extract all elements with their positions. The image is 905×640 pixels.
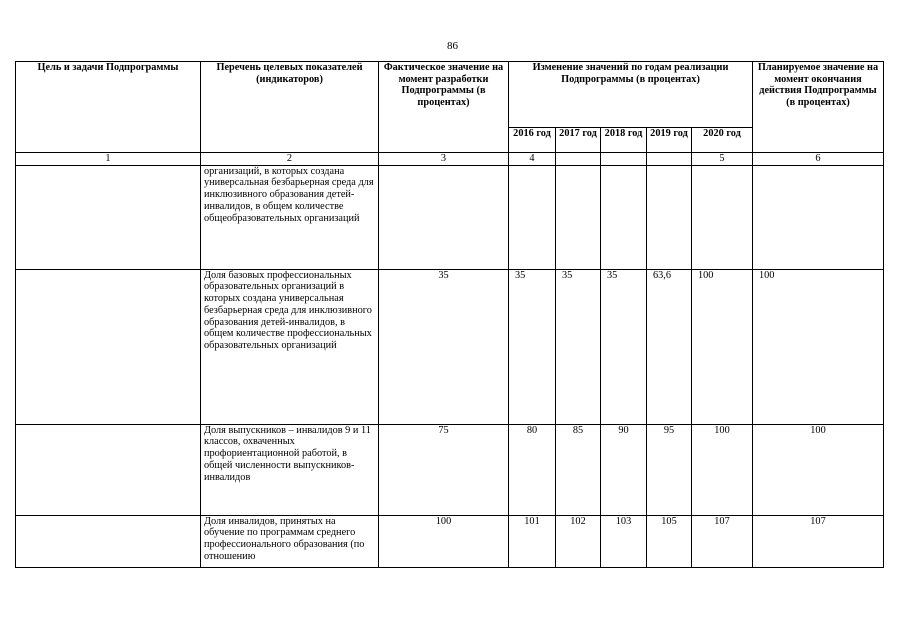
planned-cell: 107 — [753, 515, 884, 567]
actual-cell: 75 — [379, 424, 509, 515]
header-year-2016: 2016 год — [509, 128, 556, 153]
column-number: 4 — [509, 153, 556, 166]
year-2020-cell: 100 — [692, 424, 753, 515]
year-2020-cell — [692, 165, 753, 269]
goal-cell — [16, 424, 201, 515]
table-row — [16, 269, 884, 424]
indicator-cell: Доля выпускников – инвалидов 9 и 11 классов, охваченных профориентационной работой, в общей численности выпускников-инвалидов — [201, 424, 379, 515]
year-2019-cell: 63,6 — [647, 269, 692, 424]
header-actual: Фактическое значение на момент разработки Подпрограммы (в процентах) — [379, 62, 509, 153]
goal-cell — [16, 165, 201, 269]
header-change: Изменение значений по годам реализации Подпрограммы (в процентах) — [509, 62, 753, 128]
column-number-row — [16, 153, 884, 166]
column-number — [647, 153, 692, 166]
header-year-2020: 2020 год — [692, 128, 753, 153]
header-year-2018: 2018 год — [601, 128, 647, 153]
year-2017-cell — [556, 165, 601, 269]
year-2019-cell: 105 — [647, 515, 692, 567]
year-2016-cell: 80 — [509, 424, 556, 515]
indicator-cell: Доля инвалидов, принятых на обучение по программам среднего профессионального образования (по отношению — [201, 515, 379, 567]
year-2017-cell: 85 — [556, 424, 601, 515]
indicator-cell: Доля базовых профессиональных образовательных организаций в которых создана универсальная безбарьерная среда для инклюзивного образования детей-инвалидов, в общем количестве профессиональных образовательных организаций — [201, 269, 379, 424]
column-number: 1 — [16, 153, 201, 166]
indicator-cell: организаций, в которых создана универсальная безбарьерная среда для инклюзивного образования детей-инвалидов, в общем количестве общеобразовательных организаций — [201, 165, 379, 269]
header-year-2019: 2019 год — [647, 128, 692, 153]
actual-cell — [379, 165, 509, 269]
year-2018-cell: 103 — [601, 515, 647, 567]
year-2018-cell: 90 — [601, 424, 647, 515]
year-2019-cell — [647, 165, 692, 269]
goal-cell — [16, 515, 201, 567]
year-2016-cell: 35 — [509, 269, 556, 424]
indicators-table — [15, 61, 884, 568]
year-2019-cell: 95 — [647, 424, 692, 515]
year-2016-cell — [509, 165, 556, 269]
year-2017-cell: 35 — [556, 269, 601, 424]
header-planned: Планируемое значение на момент окончания действия Подпрограммы (в процентах) — [753, 62, 884, 153]
column-number — [601, 153, 647, 166]
year-2018-cell: 35 — [601, 269, 647, 424]
header-year-2017: 2017 год — [556, 128, 601, 153]
header-goal: Цель и задачи Подпрограммы — [16, 62, 201, 153]
header-indicators: Перечень целевых показателей (индикаторов) — [201, 62, 379, 153]
planned-cell: 100 — [753, 269, 884, 424]
column-number — [556, 153, 601, 166]
column-number: 5 — [692, 153, 753, 166]
year-2018-cell — [601, 165, 647, 269]
year-2016-cell: 101 — [509, 515, 556, 567]
planned-cell — [753, 165, 884, 269]
table-row — [16, 424, 884, 515]
table-row — [16, 515, 884, 567]
planned-cell: 100 — [753, 424, 884, 515]
year-2020-cell: 100 — [692, 269, 753, 424]
year-2020-cell: 107 — [692, 515, 753, 567]
actual-cell: 100 — [379, 515, 509, 567]
header-row — [16, 62, 884, 128]
page-number: 86 — [447, 40, 458, 52]
table-row — [16, 165, 884, 269]
goal-cell — [16, 269, 201, 424]
actual-cell: 35 — [379, 269, 509, 424]
column-number: 2 — [201, 153, 379, 166]
column-number: 6 — [753, 153, 884, 166]
year-2017-cell: 102 — [556, 515, 601, 567]
column-number: 3 — [379, 153, 509, 166]
